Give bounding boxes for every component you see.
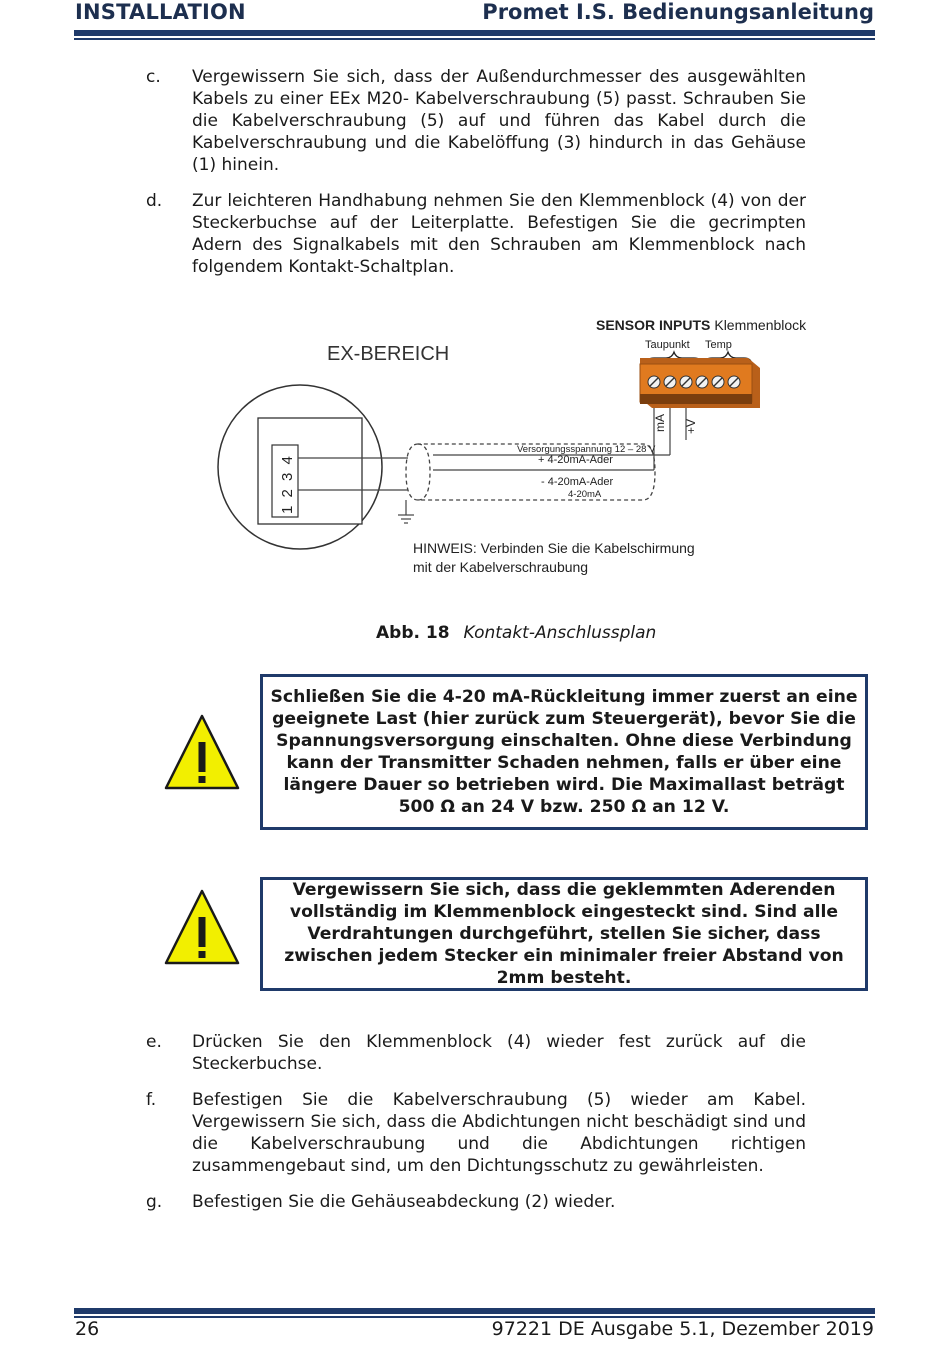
figure-caption: [376, 623, 656, 643]
step-marker: g.: [146, 1192, 163, 1212]
step-text: Befestigen Sie die Gehäuseabdeckung (2) wieder.: [192, 1192, 616, 1212]
step-text: Befestigen Sie die Kabelverschraubung (5) wieder am Kabel. Vergewissern Sie sich, dass die Abdichtungen nicht beschädigt sind und die Kabelverschraubung und die Abdichtungen richtigen zusammengebaut sind, um den Dichtungsschutz zu gewährleisten.: [192, 1090, 806, 1176]
taupunkt-label: Taupunkt: [645, 339, 690, 351]
terminal-block: [640, 358, 760, 408]
ma-label: mA: [653, 414, 667, 432]
ex-area-label: EX-BEREICH: [327, 343, 450, 365]
step-g: [146, 1191, 806, 1213]
warning-box: Vergewissern Sie sich, dass die geklemmten Aderenden vollständig im Klemmenblock eingesteckt sind. Sind alle Verdrahtungen durchgeführt, stellen Sie sicher, dass zwischen jedem Stecker ein minimaler freier Abstand von 2mm besteht.: [260, 877, 868, 991]
signal-label: 4-20mA: [568, 489, 602, 500]
step-marker: e.: [146, 1032, 162, 1052]
document-title: Promet I.S. Bedienungsanleitung: [482, 0, 874, 24]
note-line-1: HINWEIS: Verbinden Sie die Kabelschirmung: [413, 540, 695, 556]
warning-triangle-icon: [164, 889, 240, 965]
step-d: [146, 190, 806, 278]
step-e: [146, 1031, 806, 1075]
section-title: INSTALLATION: [75, 0, 246, 24]
step-text: Vergewissern Sie sich, dass der Außendurchmesser des ausgewählten Kabels zu einer EEx M20- Kabelverschraubung (5) passt. Schrauben Sie die Kabelverschraubung (5) auf und führen das Kabel durch die Kabelverschraubung und die Kabelöffung (3) hindurch in das Gehäuse (1) hinein.: [192, 67, 806, 175]
warning-triangle-icon: [164, 714, 240, 790]
step-marker: c.: [146, 67, 161, 87]
ground-icon: [398, 500, 414, 523]
step-marker: f.: [146, 1090, 157, 1110]
step-text: Zur leichteren Handhabung nehmen Sie den Klemmenblock (4) von der Steckerbuchse auf der Leiterplatte. Befestigen Sie die gecrimpten Adern des Signalkabels mit den Schrauben am Klemmenblock nach folgendem Kontakt-Schaltplan.: [192, 191, 806, 277]
supply-label: Versorgungsspannung 12 – 28 V: [517, 444, 656, 455]
footer-rule: [74, 1308, 875, 1314]
note-line-2: mit der Kabelverschraubung: [413, 559, 589, 575]
sensor-inputs-label: SENSOR INPUTS Klemmenblock: [596, 317, 807, 333]
wiring-diagram: [0, 300, 950, 600]
pin-numbers: 1 2 3 4: [279, 454, 296, 514]
step-c: [146, 66, 806, 176]
v-label: +V: [684, 418, 698, 434]
step-f: [146, 1089, 806, 1177]
minus-wire-label: - 4-20mA-Ader: [541, 476, 614, 488]
document-reference: 97221 DE Ausgabe 5.1, Dezember 2019: [491, 1318, 874, 1340]
header-rule: [74, 30, 875, 36]
plus-wire-label: + 4-20mA-Ader: [538, 454, 613, 466]
header-rule-thin: [74, 38, 875, 40]
page-number: 26: [75, 1318, 100, 1340]
step-marker: d.: [146, 191, 163, 211]
figure-number: Abb. 18: [376, 623, 450, 643]
step-text: Drücken Sie den Klemmenblock (4) wieder fest zurück auf die Steckerbuchse.: [192, 1032, 806, 1074]
temp-label: Temp: [705, 339, 732, 351]
figure-title: Kontakt-Anschlussplan: [463, 623, 657, 643]
warning-box: Schließen Sie die 4-20 mA-Rückleitung immer zuerst an eine geeignete Last (hier zurück zum Steuergerät), bevor Sie die Spannungsversorgung einschalten. Ohne diese Verbindung kann der Transmitter Schaden nehmen, falls er über eine längere Dauer so betrieben wird. Die Maximallast beträgt 500 Ω an 24 V bzw. 250 Ω an 12 V.: [260, 674, 868, 830]
